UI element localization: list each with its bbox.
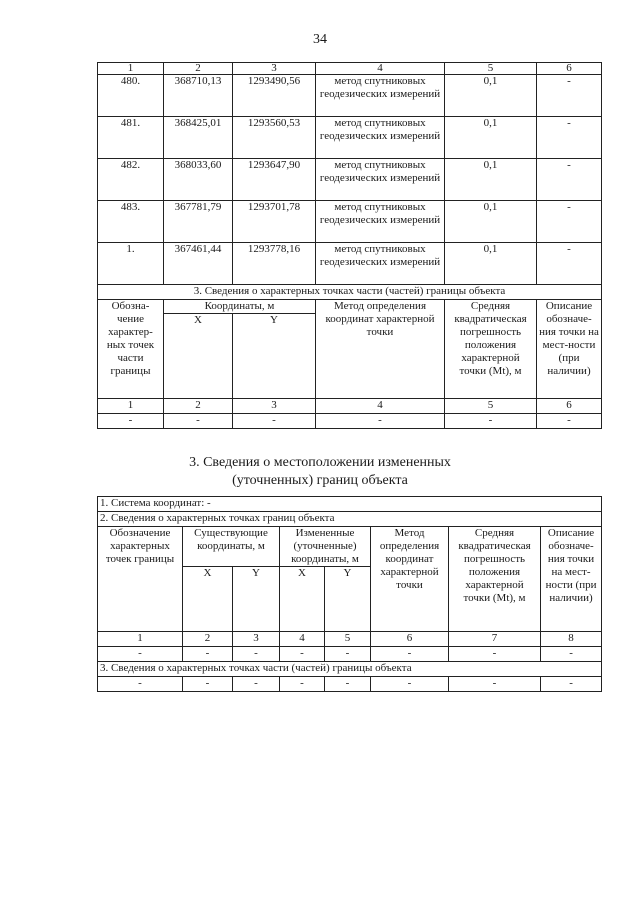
error: 0,1 bbox=[445, 243, 537, 285]
col-number: 2 bbox=[183, 632, 233, 647]
char-points-title: 2. Сведения о характерных точках границ объекта bbox=[98, 512, 602, 527]
col-number: 6 bbox=[371, 632, 449, 647]
col-number: 5 bbox=[445, 399, 537, 414]
cell: - bbox=[98, 414, 164, 429]
col-number: 3 bbox=[233, 632, 280, 647]
cell: - bbox=[537, 414, 602, 429]
col-number: 8 bbox=[541, 632, 602, 647]
header-method: Метод определения координат характерной точки bbox=[316, 300, 445, 399]
table-row bbox=[98, 677, 602, 692]
coord-system-row bbox=[98, 497, 602, 512]
header-y-existing: Y bbox=[233, 567, 280, 632]
header-changed: Измененные (уточненные) координаты, м bbox=[280, 527, 371, 567]
cell: - bbox=[325, 677, 371, 692]
description: - bbox=[537, 117, 602, 159]
cell: - bbox=[371, 647, 449, 662]
cell: - bbox=[280, 677, 325, 692]
cell: - bbox=[325, 647, 371, 662]
point-number: 480. bbox=[98, 75, 164, 117]
col-number: 1 bbox=[98, 63, 164, 75]
column-number-row bbox=[98, 399, 602, 414]
section-title bbox=[0, 454, 640, 490]
point-number: 483. bbox=[98, 201, 164, 243]
part-title-row bbox=[98, 662, 602, 677]
table-row bbox=[98, 201, 602, 243]
header-description: Описание обозначе-ния точки на мест-ности (при наличии) bbox=[537, 300, 602, 399]
point-number: 482. bbox=[98, 159, 164, 201]
cell: - bbox=[316, 414, 445, 429]
cell: - bbox=[183, 677, 233, 692]
column-number-row bbox=[98, 63, 602, 75]
header-error: Средняя квадратическая погрешность положения характерной точки (Mt), м bbox=[445, 300, 537, 399]
cell: - bbox=[541, 647, 602, 662]
cell: - bbox=[449, 647, 541, 662]
coord-y: 1293647,90 bbox=[233, 159, 316, 201]
header-row bbox=[98, 300, 602, 314]
col-number: 1 bbox=[98, 399, 164, 414]
coordinates-table bbox=[97, 62, 602, 429]
coord-x: 367781,79 bbox=[164, 201, 233, 243]
header-coords: Координаты, м bbox=[164, 300, 316, 314]
method: метод спутниковых геодезических измерений bbox=[316, 117, 445, 159]
description: - bbox=[537, 201, 602, 243]
coord-x: 368425,01 bbox=[164, 117, 233, 159]
description: - bbox=[537, 243, 602, 285]
col-number: 3 bbox=[233, 63, 316, 75]
cell: - bbox=[233, 414, 316, 429]
part-title: 3. Сведения о характерных точках части (частей) границы объекта bbox=[98, 285, 602, 300]
col-number: 4 bbox=[280, 632, 325, 647]
col-number: 6 bbox=[537, 63, 602, 75]
section-title-line: 3. Сведения о местоположении измененных bbox=[189, 455, 451, 470]
header-row bbox=[98, 527, 602, 567]
changed-boundaries-table bbox=[97, 496, 602, 692]
col-number: 2 bbox=[164, 399, 233, 414]
cell: - bbox=[449, 677, 541, 692]
header-y-changed: Y bbox=[325, 567, 371, 632]
error: 0,1 bbox=[445, 201, 537, 243]
table-row bbox=[98, 75, 602, 117]
cell: - bbox=[280, 647, 325, 662]
header-description: Описание обозначе-ния точки на мест-ности (при наличии) bbox=[541, 527, 602, 632]
page-number: 34 bbox=[313, 32, 327, 47]
header-y: Y bbox=[233, 314, 316, 399]
cell: - bbox=[445, 414, 537, 429]
part-title: 3. Сведения о характерных точках части (частей) границы объекта bbox=[98, 662, 602, 677]
table-row bbox=[98, 117, 602, 159]
coord-x: 367461,44 bbox=[164, 243, 233, 285]
header-existing: Существующие координаты, м bbox=[183, 527, 280, 567]
header-x-changed: X bbox=[280, 567, 325, 632]
point-number: 481. bbox=[98, 117, 164, 159]
col-number: 3 bbox=[233, 399, 316, 414]
cell: - bbox=[98, 647, 183, 662]
cell: - bbox=[164, 414, 233, 429]
error: 0,1 bbox=[445, 117, 537, 159]
col-number: 5 bbox=[325, 632, 371, 647]
col-number: 2 bbox=[164, 63, 233, 75]
table-row bbox=[98, 243, 602, 285]
cell: - bbox=[183, 647, 233, 662]
coord-y: 1293778,16 bbox=[233, 243, 316, 285]
char-points-title-row bbox=[98, 512, 602, 527]
header-x: X bbox=[164, 314, 233, 399]
coord-system: 1. Система координат: - bbox=[98, 497, 602, 512]
col-number: 1 bbox=[98, 632, 183, 647]
part-title-row bbox=[98, 285, 602, 300]
header-designation: Обозна-чение характер-ных точек части границы bbox=[98, 300, 164, 399]
coord-y: 1293701,78 bbox=[233, 201, 316, 243]
cell: - bbox=[541, 677, 602, 692]
description: - bbox=[537, 159, 602, 201]
coord-y: 1293560,53 bbox=[233, 117, 316, 159]
description: - bbox=[537, 75, 602, 117]
method: метод спутниковых геодезических измерений bbox=[316, 201, 445, 243]
table-row bbox=[98, 159, 602, 201]
cell: - bbox=[233, 647, 280, 662]
cell: - bbox=[98, 677, 183, 692]
header-method: Метод определения координат характерной точки bbox=[371, 527, 449, 632]
table-row bbox=[98, 647, 602, 662]
method: метод спутниковых геодезических измерений bbox=[316, 243, 445, 285]
error: 0,1 bbox=[445, 159, 537, 201]
col-number: 4 bbox=[316, 399, 445, 414]
coord-y: 1293490,56 bbox=[233, 75, 316, 117]
method: метод спутниковых геодезических измерений bbox=[316, 159, 445, 201]
method: метод спутниковых геодезических измерений bbox=[316, 75, 445, 117]
column-number-row bbox=[98, 632, 602, 647]
coord-x: 368710,13 bbox=[164, 75, 233, 117]
col-number: 5 bbox=[445, 63, 537, 75]
cell: - bbox=[371, 677, 449, 692]
col-number: 4 bbox=[316, 63, 445, 75]
col-number: 6 bbox=[537, 399, 602, 414]
section-title-line: (уточненных) границ объекта bbox=[232, 473, 408, 488]
header-designation: Обозначение характерных точек границы bbox=[98, 527, 183, 632]
point-number: 1. bbox=[98, 243, 164, 285]
coord-x: 368033,60 bbox=[164, 159, 233, 201]
table-row bbox=[98, 414, 602, 429]
cell: - bbox=[233, 677, 280, 692]
header-error: Средняя квадратическая погрешность положения характерной точки (Mt), м bbox=[449, 527, 541, 632]
col-number: 7 bbox=[449, 632, 541, 647]
error: 0,1 bbox=[445, 75, 537, 117]
header-x-existing: X bbox=[183, 567, 233, 632]
